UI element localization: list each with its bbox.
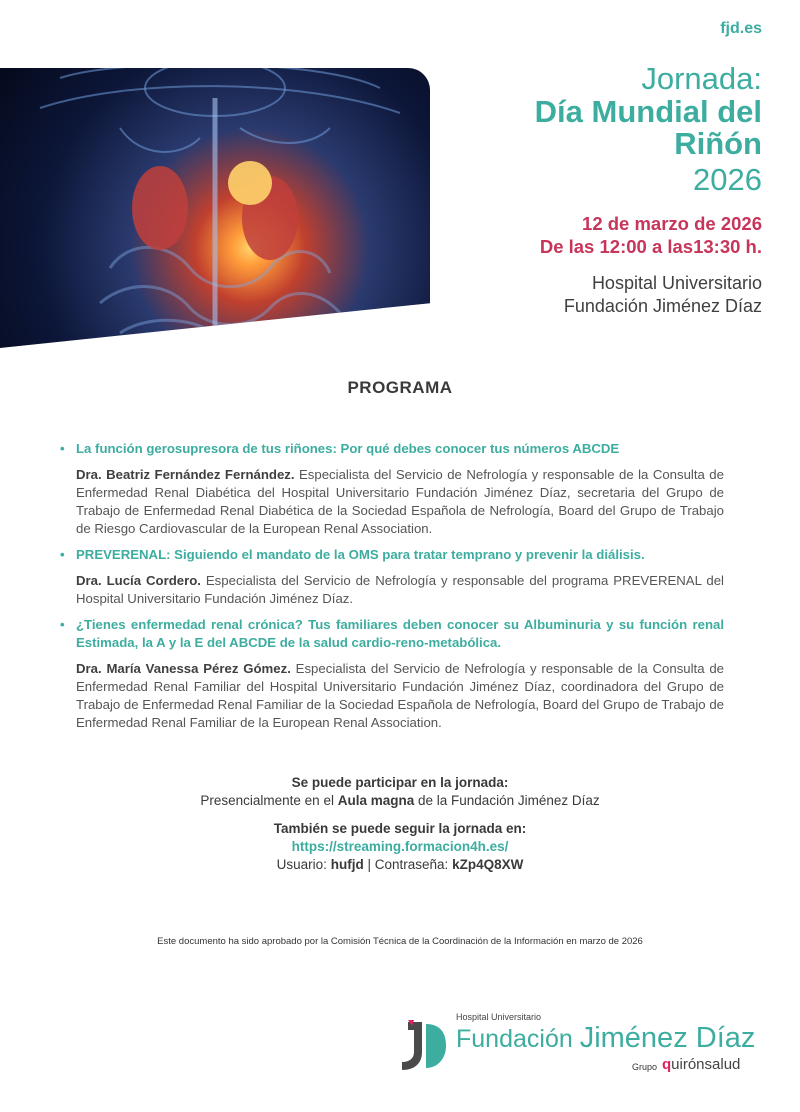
talk-title: PREVERENAL: Siguiendo el mandato de la OMS para tratar temprano y prevenir la diálisis. <box>76 547 645 562</box>
in-person-post: de la Fundación Jiménez Díaz <box>418 793 600 808</box>
in-person-pre: Presencialmente en el <box>200 793 334 808</box>
venue-line1: Hospital Universitario <box>591 273 762 293</box>
quiron-rest: uirónsalud <box>671 1056 741 1073</box>
title-main-line1: Día Mundial del <box>534 94 762 129</box>
fjd-logo <box>400 1012 770 1082</box>
title-prefix: Jornada: <box>641 61 762 96</box>
password-value: kZp4Q8XW <box>452 857 524 872</box>
speaker-bio: Especialista del Servicio de Nefrología y responsable de la Consulta de Enfermedad Renal Diabética del Hospital Universitario Fundación Jiménez Díaz, secretaria del Grupo de Trabajo de Enfermedad Renal Diabética de la Sociedad Española de Nefrología, Board del Grupo de Trabajo de Riesgo Cardiovascular de la European Renal Association. <box>76 467 724 536</box>
user-label: Usuario: <box>276 857 327 872</box>
programa-item <box>58 546 724 608</box>
in-person-place: Aula magna <box>337 793 415 808</box>
streaming-link[interactable]: https://streaming.formacion4h.es/ <box>291 839 509 854</box>
credentials-separator: | <box>367 857 371 872</box>
programa-item <box>58 440 724 538</box>
title-main-line2: Riñón <box>674 126 762 161</box>
bullet-icon: • <box>60 441 65 456</box>
venue-line2: Fundación Jiménez Díaz <box>563 296 762 316</box>
approval-note: Este documento ha sido aprobado por la Comisión Técnica de la Coordinación de la Información en marzo de 2026 <box>157 936 643 947</box>
kidney-illustration <box>0 68 430 348</box>
programa-item <box>58 616 724 732</box>
programa-heading: PROGRAMA <box>347 378 453 397</box>
speaker-bio: Especialista del Servicio de Nefrología y responsable del programa PREVERENAL del Hospital Universitario Fundación Jiménez Díaz. <box>76 573 724 606</box>
online-heading: También se puede seguir la jornada en: <box>273 821 527 836</box>
talk-title: ¿Tienes enfermedad renal crónica? Tus familiares deben conocer su Albuminuria y su función renal Estimada, la A y la E del ABCDE de la salud cardio-reno-metabólica. <box>76 617 724 650</box>
bullet-icon: • <box>60 547 65 562</box>
logo-word-jimenez-diaz: Jiménez Díaz <box>579 1022 756 1054</box>
event-venue <box>422 272 762 318</box>
quiron-q: q <box>662 1056 672 1073</box>
grupo-label: Grupo <box>632 1062 658 1072</box>
event-title-block <box>422 62 762 318</box>
logo-subtitle: Hospital Universitario <box>456 1012 542 1022</box>
speaker-name: Dra. Lucía Cordero. <box>76 573 201 588</box>
talk-title: La función gerosupresora de tus riñones: Por qué debes conocer tus números ABCDE <box>76 441 620 456</box>
site-url[interactable]: fjd.es <box>720 20 762 37</box>
password-label: Contraseña: <box>374 857 449 872</box>
credentials-line <box>0 856 800 874</box>
speaker-name: Dra. Beatriz Fernández Fernández. <box>76 467 295 482</box>
logo-word-fundacion: Fundación <box>456 1025 573 1053</box>
in-person-line <box>0 792 800 810</box>
participation-info <box>0 774 800 874</box>
participation-heading: Se puede participar en la jornada: <box>291 775 509 790</box>
event-date-day: 12 de marzo de 2026 <box>582 213 762 234</box>
event-date <box>422 212 762 258</box>
speaker-bio: Especialista del Servicio de Nefrología y responsable de la Consulta de Enfermedad Renal Familiar del Hospital Universitario Fundación Jiménez Díaz, coordinadora del Grupo de Trabajo de Enfermedad Renal Familiar de la Sociedad Española de Nefrología, Board del Grupo de Trabajo de Enfermedad Renal Familiar de la European Renal Association. <box>76 661 725 730</box>
speaker-name: Dra. María Vanessa Pérez Gómez. <box>76 661 291 676</box>
bullet-icon: • <box>60 617 65 632</box>
event-date-time: De las 12:00 a las13:30 h. <box>539 236 762 257</box>
user-value: hufjd <box>330 857 364 872</box>
logo-wordmark <box>456 1022 755 1055</box>
fjd-logo-icon <box>400 1018 448 1074</box>
quironsalud-logo <box>662 1056 740 1073</box>
programa-list <box>58 440 724 740</box>
title-year: 2026 <box>693 162 762 197</box>
